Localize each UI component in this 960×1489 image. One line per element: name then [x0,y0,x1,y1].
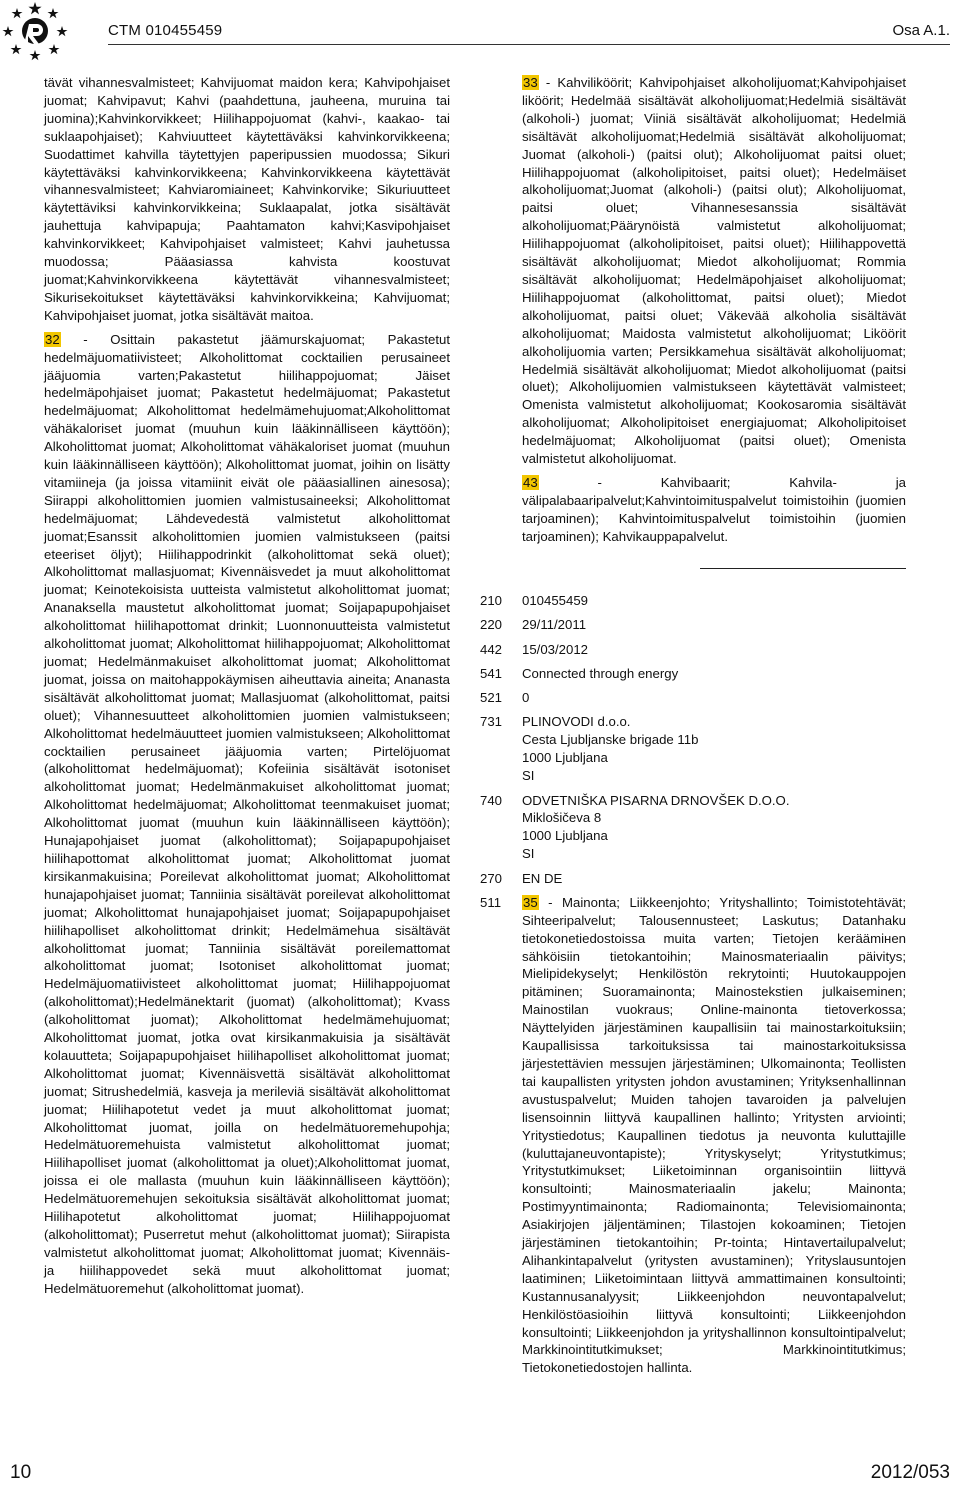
field-442 [480,641,906,659]
document-id: CTM 010455459 [108,22,223,39]
section-label: Osa A.1. [892,22,950,39]
left-column [44,74,450,1304]
right-column [522,74,906,552]
field-541 [480,665,906,683]
distinctiveness-indicator: 0 [522,690,530,706]
stars-emblem-icon [0,0,70,64]
representative-street: Miklošičeva 8 [522,810,602,826]
issue-number: 2012/053 [870,1462,950,1483]
field-code: 511 [480,894,502,910]
field-511 [480,894,906,1377]
header-rule [108,44,950,45]
field-code: 731 [480,714,503,730]
class-43-text: - Kahvibaarit; Kahvila- ja välipalabaaripalvelut;Kahvintoimituspalvelut toimistoihin (juomien tarjoaminen); Kahvintoimituspalvelut toimistoihin (juomien tarjoaminen); Kahvikauppapalvelut. [522,474,906,544]
representative-city: 1000 Ljubljana [522,828,608,844]
applicant-country: SI [522,768,535,784]
application-number: 010455459 [522,593,589,608]
class-43-entry [522,474,906,546]
field-code: 521 [480,690,503,706]
class-35-number: 35 [523,894,538,910]
field-code: 220 [480,617,503,633]
field-740 [480,792,906,864]
applicant-name: PLINOVODI d.o.o. [522,714,631,730]
class-32-text: - Osittain pakastetut jäämurskajuomat; Pakastetut hedelmäjuomatiivisteet; Alkoholittomat cocktailien perusaineet jääjuomia varten;Pakastetut hiilihappojuomat; Jäiset hedelmäpohjaiset juomat; Pakastetut hedelmäjuomat; Pakastetut hedelmäjuomat; Alkoholittomat hedelmämehujuomat;Alkoholittomat vähäkaloriset juomat (muuhun kuin lääkinnälliseen käyttöön); Alkoholittomat juomat; Alkoholittomat vähäkaloriset juomat (muuhun kuin lääkinnälliseen käyttöön); Alkoholittomat juomat, joihin on lisätty vitamiineja (ja joissa vitamiinit eivät ole pääasiallinen ainesosa); Siirappi alkoholittomien juomien valmistusaineeksi; Alkoholittomat hedelmäjuomat; Lähdevedestä valmistetut alkoholittomat juomat;Esanssit alkoholittomien juomien valmistukseen (paitsi eteeriset öljyt); Hiilihappodrinkit (alkoholittomat sekä oluet); Alkoholittomat mallasjuomat; Kivennäisvedet ja muut alkoholittomat juomat; Keinotekoisista uutteista valmistetut alkoholittomat juomat; Ananaksella maustetut alkoholittomat juomat; Soijapapupohjaiset alkoholittomat hiilihapottomat drinkit; Luonnonuutteista valmistetut alkoholittomat juomat; Alkoholittomat hiilihappojuomat; Alkoholittomat juomat; Hedelmänmakuiset alkoholittomat juomat; Alkoholittomat juomat, joissa on maitohappokäymisen aiheuttavia aineita; Ananasta sisältävät alkoholittomat juomat; Mallasjuomat (alkoholittomat, paitsi oluet); Vihannesuutteet alkoholittomien juomien valmistukseen; Alkoholittomat hedelmäuutteet juomien valmistukseen; Alkoholittomat cocktailien perusaineet jääjuomia varten; Pirtelöjuomat (alkoholittomat hedelmäjuomat); Kofeiinia sisältävät isotoniset alkoholittomat juomat; Hedelmänmakuiset alkoholittomat juomat; Alkoholittomat hedelmäjuomat; Alkoholittomat teenmakuiset juomat; Alkoholittomat juomat (muuhun kuin lääkinnälliseen käyttöön); Hunajapohjaiset juomat (alkoholittomat); Soijapapupohjaiset hiilihapottomat alkoholittomat juomat; Alkoholittomat juomat kirsikanmakuisina; Poreilevat alkoholittomat juomat; Alkoholittomat hunajapohjaiset juomat; Tanniinia sisältävät poreilevat alkoholittomat juomat; Alkoholittomat hunajapohjaiset juomat; Soijapapupohjaiset hiilihapolliset alkoholittomat drinkit; Hedelmämehua sisältävät alkoholittomat juomat; Tanniinia sisältävät poreilemattomat alkoholittomat juomat; Isotoniset alkoholittomat juomat; Hedelmäjuomatiivisteet alkoholittomat juomat; Hiilihappojuomat (alkoholittomat);Hedelmänektarit (juomat) (alkoholittomat); Kvass (alkoholittomat juomat); Alkoholittomat hedelmämehujuomat; Alkoholittomat juomat, jotka ovat kirsikanmakuisia ja sisältävät kolauutteta; Soijapapupohjaiset hiilihapolliset alkoholittomat juomat; Alkoholittomat juomat; Kivennäisvettä sisältävät alkoholittomat juomat; Sitrushedelmiä, kasveja ja merileviä sisältävät alkoholittomat juomat; Hiilihapotetut vedet ja muut alkoholittomat juomat; Alkoholittomat juomat, joilla on hedelmätuoremehupohja; Hedelmätuoremehuista valmistetut alkoholittomat juomat; Hiilihapolliset juomat (alkoholittomat ja oluet);Alkoholittomat juomat, joissa ei ole mallasta (muuhun kuin lääkinnälliseen käyttöön); Hedelmätuoremehujen sekoituksia sisältävät alkoholittomat juomat; Hiilihapotetut alkoholittomat juomat; Hiilihappojuomat (alkoholittomat); Puserretut mehut (alkoholittomat juomat); Siirapista valmistetut alkoholittomat juomat; Alkoholittomat juomat; Kivennäis- ja hiilihappovedet sekä muut alkoholittomat juomat; Hedelmätuoremehut (alkoholittomat juomat). [44,331,450,1296]
class-43-number: 43 [523,474,538,490]
field-521 [480,689,906,707]
publication-date: 15/03/2012 [522,641,589,657]
languages: EN DE [522,870,563,886]
field-210 [480,592,906,610]
class-32-entry [44,331,450,1298]
entry-separator [700,568,906,569]
class-33-text: - Kahviliköörit; Kahvipohjaiset alkoholijuomat;Kahvipohjaiset liköörit; Hedelmää sisältävät alkoholijuomat;Hedelmiä sisältävät (alkoholi-) juomat; Viiniä sisältävät alkoholijuomat; Hedelmiä sisältävät alkoholijuomat;Hedelmiä sisältävät alkoholijuomat; Juomat (alkoholi-) (paitsi olut); Alkoholijuomat paitsi oluet; Hiilihappojuomat (alkoholipitoiset, paitsi oluet); Hedelmäiset alkoholijuomat;Juomat (alkoholi-) (paitsi olut); Alkoholijuomat, paitsi oluet; Vihannesesanssia sisältävät alkoholijuomat;Päärynöistä valmistetut alkoholijuomat; Hiilihappojuomat (alkoholipitoiset, paitsi oluet); Hiilihappovettä sisältävät alkoholijuomat; Miedot alkoholijuomat; Rommia sisältävät alkoholijuomat; Hedelmäpohjaiset alkoholijuomat; Hiilihappojuomat (alkoholittomat, paitsi oluet); Miedot alkoholijuomat, paitsi oluet; Väkevää alkoholia sisältävät alkoholijuomat; Maidosta valmistetut alkoholijuomat; Liköörit alkoholijuomia varten; Persikkamehua sisältävät alkoholijuomat; Hedelmiä sisältävät alkoholijuomat; Miedot alkoholijuomat (paitsi oluet); Alkoholijuomien valmistukseen käytettävät valmisteet; Omenista valmistetut alkoholijuomat; Kookosaromia sisältävät alkoholijuomat; Alkoholipitoiset energiajuomat; Alkoholipitoiset hedelmäjuomat; Alkoholijuomat (paitsi oluet); Omenista valmistetut alkoholijuomat. [522,75,906,467]
field-code: 270 [480,870,503,886]
bibliographic-entry [480,592,906,1384]
class-35-text: - Mainonta; Liikkeenjohto; Yrityshallinto; Toimistotehtävät; Sihteeripalvelut; Talousennusteet; Laskutus; Datanhaku tietokonetiedostoissa muita varten; Tietojen keräämінen sähköisiin tietokantoihin; Mainosmateriaalin päivitys; Mielipidekyselyt; Henkilöstön rekrytointi; Huutokauppojen pitäminen; Suoramainonta; Mainostekstien julkaiseminen; Mainostilan vuokraus; Online-mainonta tietoverkossa; Näyttelyiden järjestäminen kaupallisiin tai mainostarkoituksiin; Kaupallisissa tarkoituksissa tai mainostarkoituksissa järjestettävien messujen järjestäminen; Ulkomainonta; Teollisten tai kaupallisten yritysten johdon avustaminen; Yrityksenhallinnan avustuspalvelut; Muiden tahojen tavaroiden ja palvelujen lisensoinnin liittyvä kaupallinen hallinto; Yritysten arviointi; Yritystiedotus; Kaupallinen tiedotus ja neuvonta kuluttajille (kuluttajaneuvontapiste); Yrityskyselyt; Yritystutkimus; Yritystutkimukset; Liiketoiminnan organisointiin liittyvä konsultointi; Mainosmateriaalin jakelu; Mainonta; Postimyyntimainonta; Radiomainonta; Televisiomainonta; Asiakirjojen jäljentäminen; Tilastojen kokoaminen; Tietojen järjestäminen tietokantoihin; Pr-tointa; Hintavertailupalvelut; Alihankintapalvelut (yritysten avustaminen); Yrityslausuntojen laatiminen; Liiketoimintaan liittyvä ammattimainen konsultointi; Kustannusanalyysit; Liikkeenjohdon neuvontapalvelut; Henkilöstöasioihin liittyvä konsultointi; Liikkeenjohdon konsultointi; Liikkeenjohdon ja yrityshallinnon konsultointipalvelut; Markkinointitutkimukset; Markkinointitutkimus; Tietokonetiedostojen hallinta. [522,894,906,1376]
field-code: 210 [480,593,503,608]
field-220 [480,616,906,634]
class-33-number: 33 [523,75,538,90]
class-35-entry [522,894,906,1377]
field-code: 541 [480,665,503,681]
class-33-entry [522,74,906,468]
filing-date: 29/11/2011 [522,617,587,633]
mark-text: Connected through energy [522,665,679,681]
applicant [522,713,906,785]
page-number: 10 [10,1462,32,1483]
goods-list-continuation: tävät vihannesvalmisteet; Kahvijuomat maidon kera; Kahvipohjaiset juomat; Kahvipavut; Kahvi (paahdettuna, jauheena, muruina tai juomina);Kahvinkorvikkeet; Hiilihappojuomat (kahvi-, kaakao- tai suklaapohjaiset); Kahviuutteet käytettäväksi kahvinkorvikkeena; Suodattimet kahvilla täytettyjen paperipussien muodossa; Sikuri käytettäväksi kahvinkorvikkeena; Kahvinkorvikkeena käytettävät vihannesvalmisteet; Kahviaromiaineet; Kahvinkorvike; Sikuriuutteet käytettäviksi kahvinkorvikkeina; Suklaapalat, jotka sisältävät jauhettuja kahvipapuja; Paahtamaton kahvi;Kasvipohjaiset kahvinkorvikkeet; Kahvipohjaiset valmisteet; Kahvi jauhetussa muodossa; Pääasiassa kahvista koostuvat juomat;Kahvinkorvikkeena käytettävät vihannesvalmisteet; Sikurisekoitukset käytettäväksi kahvinkorvikkeina; Kahvijuomat; Kahvipohjaiset juomat, jotka sisältävät maitoa. [44,75,450,323]
field-code: 740 [480,792,503,808]
representative [522,792,906,864]
representative-name: ODVETNIŠKA PISARNA DRNOVŠEK D.O.O. [522,792,790,808]
field-code: 442 [480,641,503,657]
field-270 [480,870,906,888]
representative-country: SI [522,846,535,862]
class-32-number: 32 [45,331,60,347]
field-731 [480,713,906,785]
applicant-city: 1000 Ljubljana [522,750,608,766]
office-logo [0,0,70,64]
applicant-street: Cesta Ljubljanske brigade 11b [522,732,699,748]
